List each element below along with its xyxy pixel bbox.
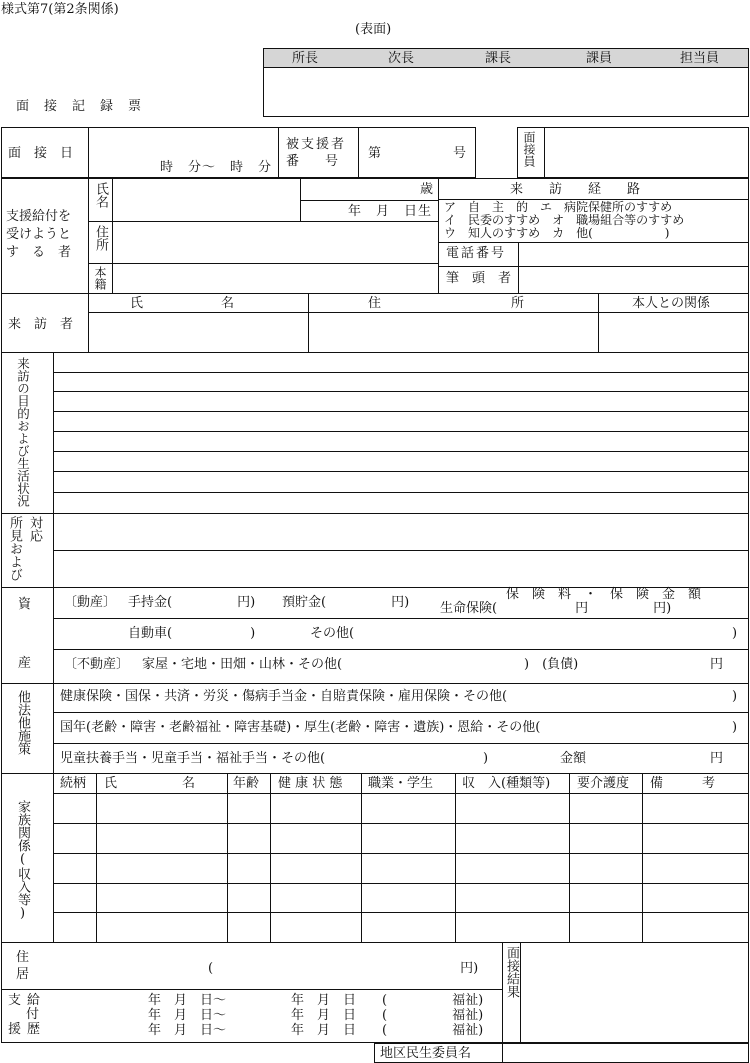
savings: 預貯金( 円) [282,595,410,610]
visitor-relation-field[interactable] [600,314,746,350]
opinion-label-left: 所見および [7,516,22,581]
interview-time-text: 時 分〜 時 分 [160,160,273,175]
residence-content: ( 円) [208,961,479,976]
allowance-amount-yen: 円 [710,751,724,766]
applicant-domicile-field[interactable] [114,265,436,292]
assets-label-top: 資 [18,597,32,612]
other-laws-row-2-close: ) [732,720,738,735]
form-side-label: (表面) [355,22,392,37]
interviewer-field[interactable] [546,128,746,176]
visitor-name-field[interactable] [90,314,306,350]
family-col-remarks: 備 考 [650,776,716,791]
assets-label-bottom: 産 [18,656,32,671]
life-insurance: 生命保険( 円 円) [440,601,672,616]
purpose-field[interactable] [56,354,746,511]
applicant-name-field[interactable] [114,180,298,220]
applicant-label-3: す る 者 [6,245,72,260]
movable-assets-label: 〔動産〕 [64,595,117,610]
family-col-relation: 続柄 [60,776,87,791]
family-col-health: 健 康 状 態 [278,776,343,791]
visitor-col-relation: 本人との関係 [632,296,711,311]
interview-result-label: 面接結果 [504,946,519,998]
committee-member-label: 地区民生委員名 [380,1046,472,1061]
history-label-3: 援歴 [8,1022,47,1037]
history-row-3: 年 月 日〜 年 月 日 ( 福祉) [148,1023,484,1038]
applicant-domicile-label: 本籍 [93,266,107,290]
family-col-income: 収 入(種類等) [462,776,551,791]
applicant-label-1: 支援給付を [6,209,72,224]
visitor-col-address: 住 所 [368,296,525,311]
cash-on-hand: 手持金( 円) [128,595,256,610]
purpose-label: 来訪の目的および生活状況 [15,357,31,507]
interviewer-label: 面接員 [522,131,536,167]
family-col-care-level: 要介護度 [577,776,630,791]
family-head-label: 筆 頭 者 [446,271,512,286]
interview-result-field[interactable] [522,944,746,1041]
recipient-number-prefix: 第 [368,146,382,161]
applicant-birth-text: 年 月 日生 [348,204,433,219]
other-assets-close: ) [732,626,738,641]
form-title: 面 接 記 録 票 [16,99,143,114]
immovable-items: 家屋・宅地・田畑・山林・その他( [142,657,343,672]
immovable-assets-label: 〔不動産〕 [64,657,130,672]
phone-label: 電話番号 [446,246,507,261]
visitor-address-field[interactable] [310,314,596,350]
history-row-1: 年 月 日〜 年 月 日 ( 福祉) [148,993,484,1008]
visit-route-header: 来 訪 経 路 [510,182,641,197]
family-head-field[interactable] [520,268,746,292]
family-label: 家族関係(収入等) [15,800,30,921]
allowance-amount-label: 金額 [560,751,587,766]
stamp-label-staff: 課員 [586,51,613,66]
other-assets: その他( [310,626,355,641]
applicant-name-label: 氏名 [93,182,108,208]
form-number: 様式第7(第2条関係) [1,2,119,17]
other-laws-row-1: 健康保険・国保・共済・労災・傷病手当金・自賠責保険・雇用保険・その他( [60,689,508,704]
recipient-number-suffix: 号 [453,146,467,161]
history-row-2: 年 月 日〜 年 月 日 ( 福祉) [148,1008,484,1023]
stamp-label-caseworker: 担当員 [680,51,720,66]
visit-route-line-1: ア 自 主 的 エ 病院保健所のすすめ [444,200,673,214]
family-col-name: 氏 名 [104,776,196,791]
other-laws-row-1-close: ) [732,689,738,704]
visitor-label: 来 訪 者 [8,317,74,332]
other-laws-row-3: 児童扶養手当・児童手当・福祉手当・その他( [60,751,326,766]
visit-route-line-2: イ 民委のすすめ オ 職場組合等のすすめ [444,213,685,227]
history-label-1: 支給 [8,993,47,1008]
stamp-label-director: 所長 [292,51,319,66]
family-col-age: 年齢 [233,776,260,791]
stamp-label-section-chief: 課長 [485,51,512,66]
phone-field[interactable] [520,244,746,265]
applicant-label-2: 受けようと [6,227,72,242]
opinion-field[interactable] [56,515,746,585]
family-col-occupation: 職業・学生 [368,776,434,791]
car: 自動車( ) [128,626,256,641]
visitor-col-name: 氏 名 [130,296,235,311]
applicant-age-suffix: 歳 [420,182,434,197]
other-laws-row-2: 国年(老齢・障害・老齢福祉・障害基礎)・厚生(老齢・障害・遺族)・恩給・その他( [60,720,541,735]
residence-label-1: 住 [16,950,30,965]
committee-member-field[interactable] [504,1045,746,1061]
other-laws-label: 他法他施策 [15,690,30,755]
debt-label: ) (負債) [524,657,579,672]
residence-label-2: 居 [16,967,30,982]
recipient-number-label-2: 番 号 [286,154,339,169]
interview-date-label: 面 接 日 [8,146,74,161]
visit-route-line-3: ウ 知人のすすめ カ 他( ) [444,226,670,240]
recipient-number-label: 被支援者 [286,137,347,152]
applicant-address-label: 住所 [93,225,108,251]
stamp-label-deputy: 次長 [388,51,415,66]
history-label-2: 付 [26,1007,40,1022]
other-laws-row-3-close: ) [483,751,489,766]
recipient-number-field[interactable] [380,130,450,174]
debt-yen: 円 [710,657,724,672]
applicant-address-field[interactable] [114,223,436,261]
insurance-header: 保 険 料 ・ 保 険 金 額 [506,587,702,602]
opinion-label-right: 対応 [27,516,42,542]
